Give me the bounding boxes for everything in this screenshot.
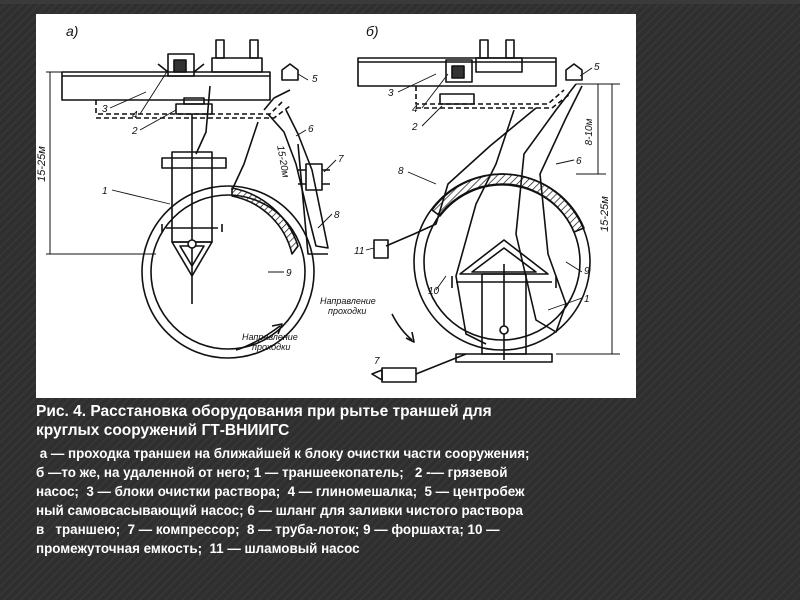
panel-b-compressor: [382, 368, 416, 382]
panel-b-callout-4: 4: [412, 104, 418, 115]
panel-a-direction-line2: проходки: [252, 342, 291, 352]
caption-line-5: в траншею; 7 — компрессор; 8 — труба-лоток; 9 — форшахта; 10 —: [36, 522, 500, 537]
panel-a-dim-hose: 15-20м: [274, 144, 291, 179]
panel-a-callout-5: 5: [312, 74, 318, 85]
panel-a-centrifugal-pump: [282, 64, 298, 80]
panel-b-callout-9: 9: [584, 266, 590, 277]
panel-a-callout-7: 7: [338, 154, 344, 165]
panel-b-direction-line2: проходки: [328, 306, 367, 316]
caption-title: [36, 402, 746, 440]
caption-title-line-1: Рис. 4. Расстановка оборудования при рытье траншей для: [36, 403, 492, 420]
caption-line-6: промежуточная емкость; 11 — шламовый насос: [36, 541, 360, 556]
caption-line-2: б —то же, на удаленной от него; 1 — траншеекопатель; 2 -— грязевой: [36, 465, 508, 480]
panel-a-callout-6: 6: [308, 124, 314, 135]
caption-legend: [36, 444, 746, 558]
panel-a-direction-line1: Направление: [242, 332, 298, 342]
technical-figure: [36, 14, 636, 398]
panel-b-dim-upper: 8-10м: [584, 118, 595, 146]
panel-a-callout-8: 8: [334, 210, 340, 221]
caption-title-line-2: круглых сооружений ГТ-ВНИИГС: [36, 422, 290, 439]
panel-b-callout-8: 8: [398, 166, 404, 177]
panel-b-slurry-pump: [374, 240, 388, 258]
panel-a-callout-2: 2: [132, 126, 138, 137]
caption-line-1: а — проходка траншеи на ближайшей к блоку очистки части сооружения;: [36, 446, 530, 461]
caption-line-4: ный самовсасывающий насос; 6 — шланг для заливки чистого раствора: [36, 503, 523, 518]
panel-b-direction-line1: Направление: [320, 296, 376, 306]
equipment-layout-drawing: [36, 14, 636, 398]
panel-b-callout-10: 10: [428, 286, 440, 297]
panel-b-callout-2: 2: [412, 122, 418, 133]
slide-top-band: [0, 0, 800, 4]
panel-b-dim-vertical: 15-25м: [599, 196, 611, 232]
panel-b-centrifugal-pump: [566, 64, 582, 80]
panel-a-callout-3: 3: [102, 104, 108, 115]
panel-b-callout-7: 7: [374, 356, 380, 367]
panel-b-callout-6: 6: [576, 156, 582, 167]
caption-line-3: насос; 3 — блоки очистки раствора; 4 — глиномешалка; 5 — центробеж: [36, 484, 525, 499]
panel-b-callout-1: 1: [584, 294, 590, 305]
panel-b-callout-11: 11: [354, 246, 365, 257]
panel-a-mud-pump: [176, 104, 212, 114]
panel-a-dim-vertical: 15-25м: [36, 146, 48, 182]
panel-a-callout-1: 1: [102, 186, 108, 197]
panel-b-callout-3: 3: [388, 88, 394, 99]
panel-b-callout-5: 5: [594, 62, 600, 73]
panel-b-label: б): [366, 23, 379, 39]
panel-b-mud-pump: [440, 94, 474, 104]
figure-caption: [36, 402, 746, 558]
panel-a-callout-4: 4: [132, 110, 138, 121]
panel-a-label: а): [66, 23, 79, 39]
panel-a-callout-9: 9: [286, 268, 292, 279]
